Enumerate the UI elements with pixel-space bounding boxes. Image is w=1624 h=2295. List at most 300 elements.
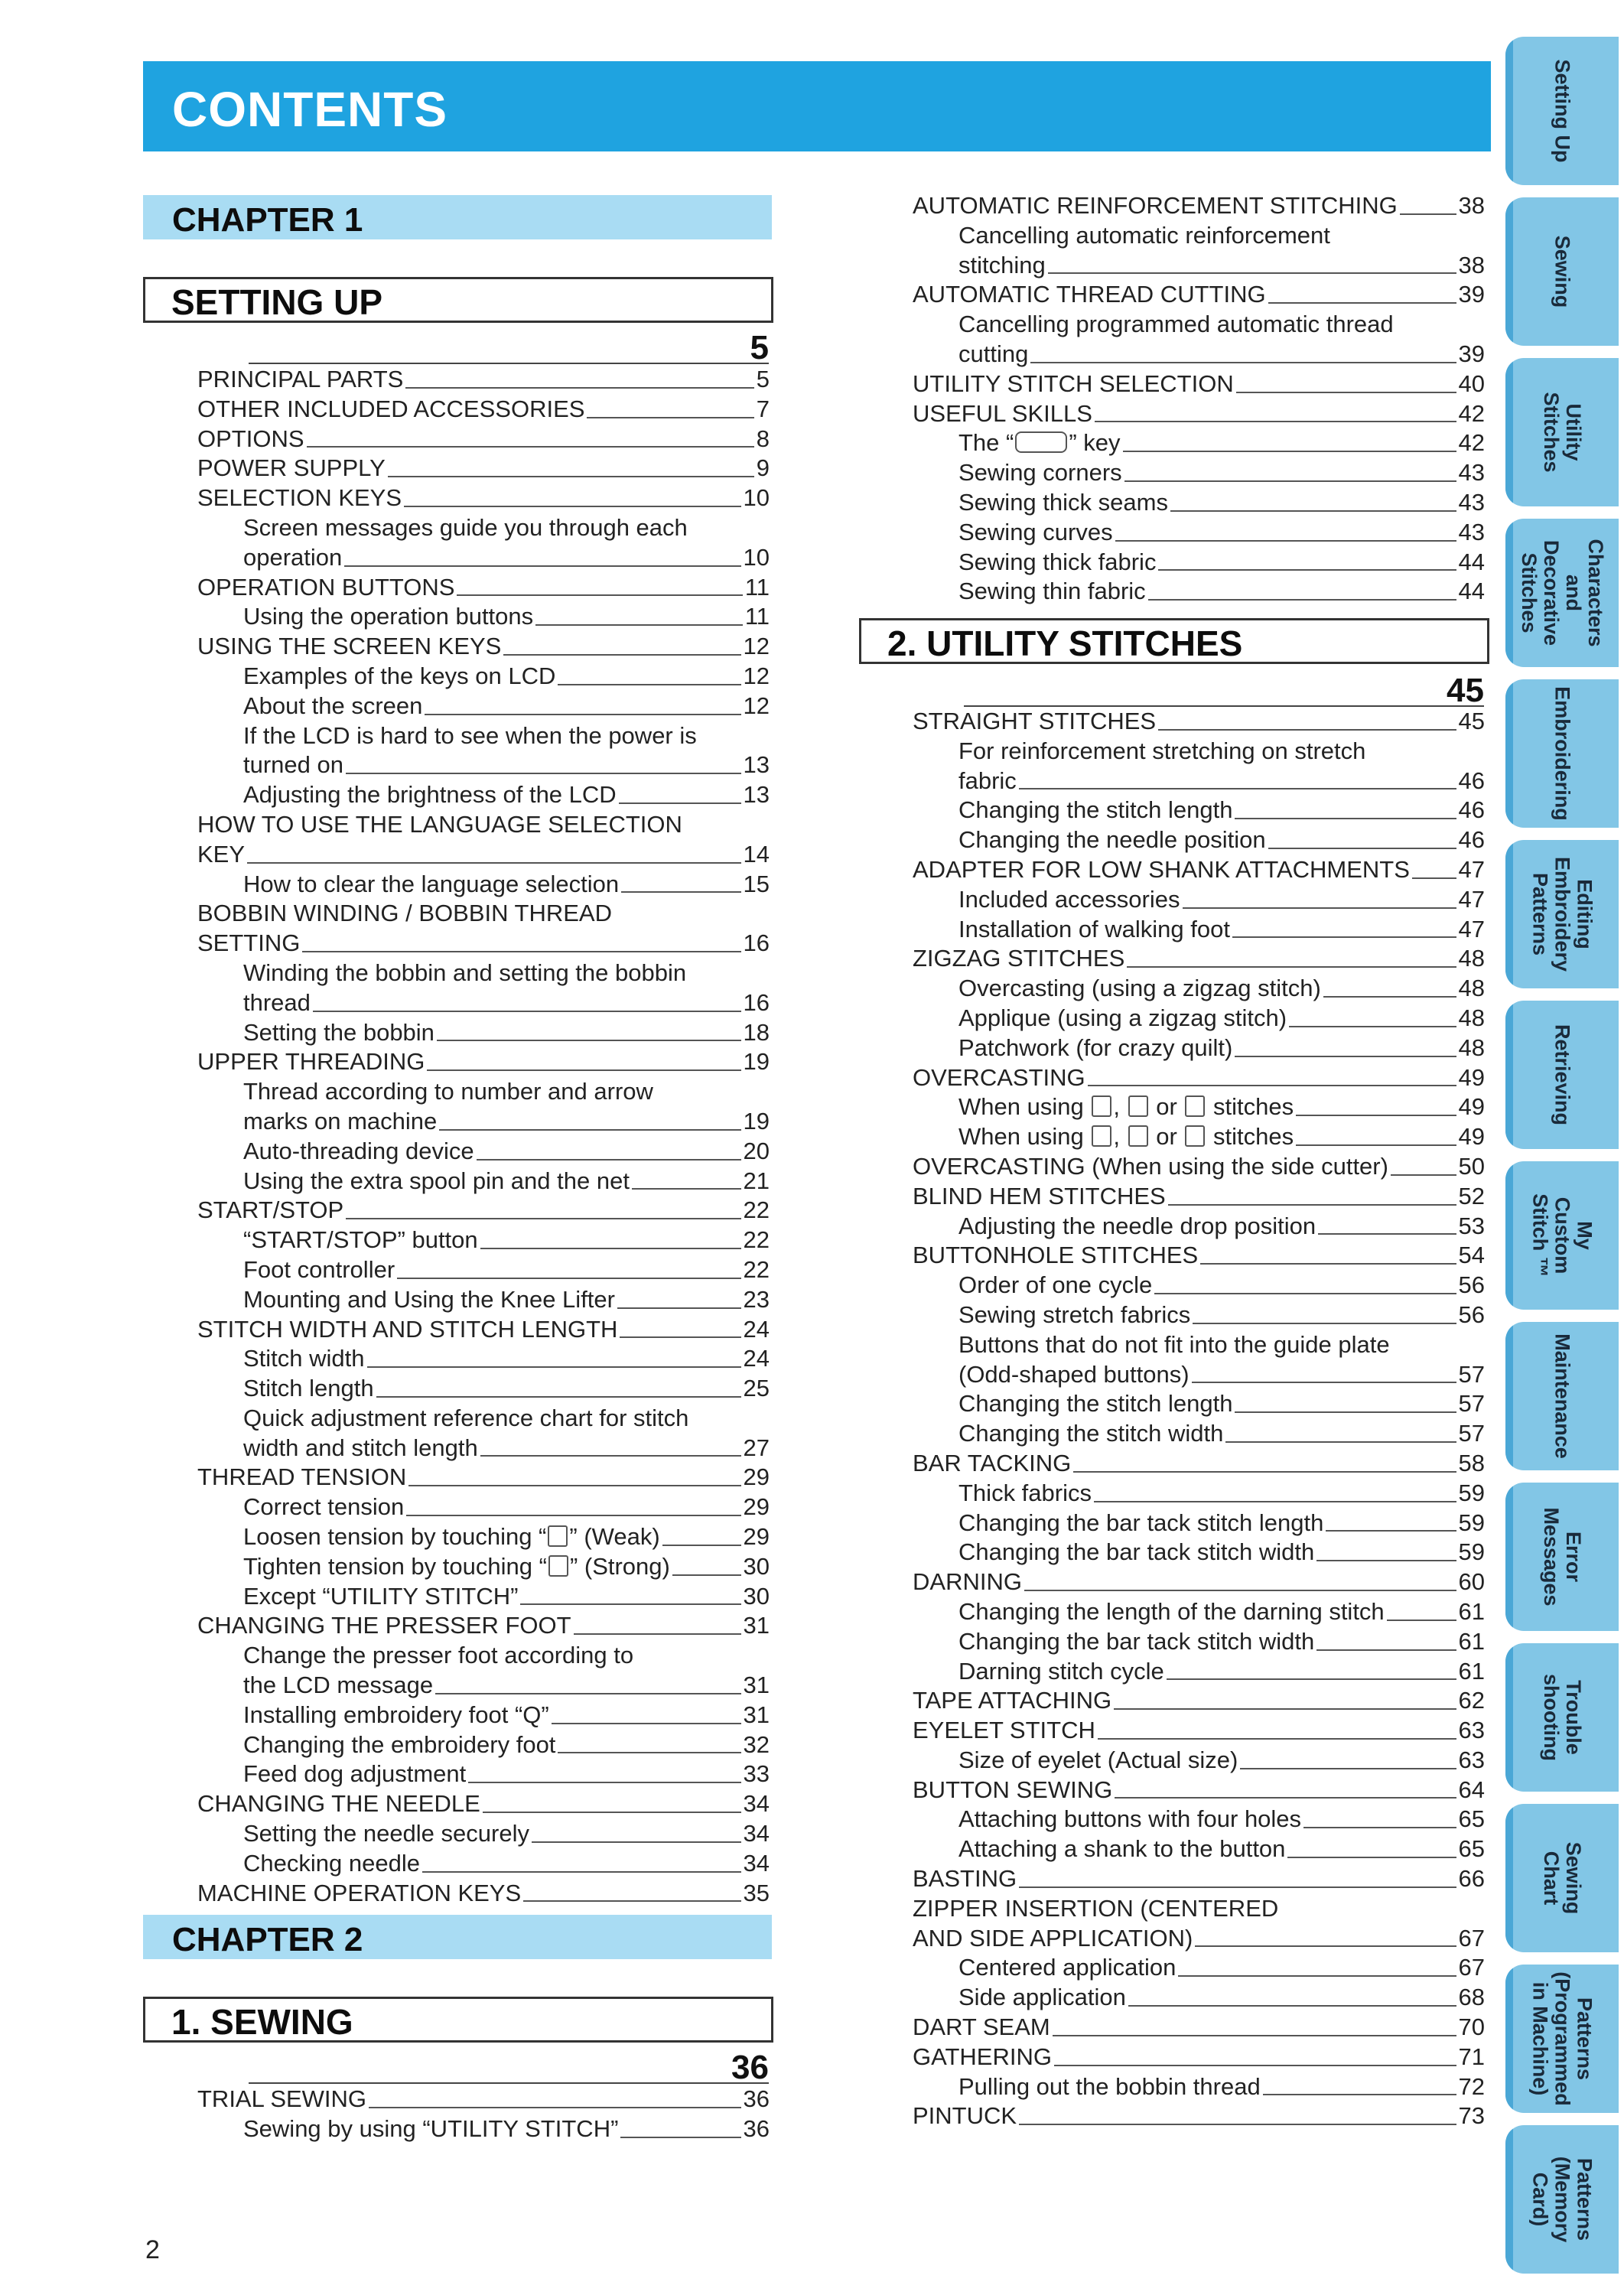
toc-entry-page: 65	[1458, 1805, 1485, 1833]
toc-entry	[913, 221, 1485, 281]
toc-entry	[197, 1582, 770, 1612]
toc-entry-text	[913, 1776, 1112, 1805]
toc-entry-page: 71	[1458, 2043, 1485, 2070]
toc-entry-text	[197, 1196, 343, 1226]
toc-entry-label: Examples of the keys on LCD	[243, 662, 556, 689]
toc-entry-page: 47	[1458, 855, 1485, 883]
toc-entry-page: 49	[1458, 1123, 1485, 1151]
toc-entry-text	[197, 1789, 480, 1819]
toc-entry-label: Tighten tension by touching “	[243, 1552, 547, 1580]
dot-leader	[425, 714, 740, 715]
toc-entry-page: 20	[743, 1137, 770, 1164]
toc-entry-line2	[958, 1360, 1485, 1390]
toc-entry	[197, 2085, 770, 2114]
toc-entry-page: 61	[1458, 1657, 1485, 1685]
key-icon	[548, 1525, 568, 1547]
toc-entry-page: 23	[743, 1285, 770, 1313]
toc-entry	[913, 1182, 1485, 1212]
dot-leader	[483, 1812, 741, 1813]
dot-leader	[1158, 569, 1456, 571]
toc-entry-text	[958, 1597, 1385, 1627]
toc-entry-text	[958, 1953, 1176, 1983]
dot-leader	[1115, 540, 1456, 542]
toc-entry-line2	[243, 543, 770, 573]
toc-entry-label: Thick fabrics	[958, 1479, 1092, 1506]
toc-entry-page: 59	[1458, 1479, 1485, 1506]
toc-entry-text	[197, 365, 403, 395]
toc-entry	[913, 1953, 1485, 1983]
toc-entry-label: Using the extra spool pin and the net	[243, 1167, 630, 1194]
toc-entry	[913, 1330, 1485, 1390]
toc-entry-label: AUTOMATIC REINFORCEMENT STITCHING	[913, 192, 1398, 219]
toc-entry	[913, 1241, 1485, 1271]
dot-leader	[1296, 1115, 1456, 1116]
toc-entry-line2	[197, 840, 770, 870]
dot-leader	[1168, 1204, 1456, 1206]
side-tab-label: Embroidering	[1551, 686, 1574, 821]
toc-entry	[913, 1834, 1485, 1864]
toc-entry-label: BUTTON SEWING	[913, 1776, 1113, 1803]
section-setting-up-leader	[249, 330, 769, 364]
dot-leader	[1387, 1620, 1456, 1621]
toc-entry	[913, 1864, 1485, 1894]
toc-entry	[197, 602, 770, 632]
toc-entry-page: 11	[744, 573, 770, 601]
toc-entry-text	[243, 662, 555, 692]
toc-entry	[913, 707, 1485, 737]
toc-entry-label: How to clear the language selection	[243, 870, 620, 897]
toc-entry-text	[197, 573, 454, 603]
toc-entry-text	[197, 454, 386, 483]
toc-entry	[197, 692, 770, 721]
chapter-2-bar	[143, 1915, 772, 1959]
dot-leader	[376, 1396, 741, 1398]
toc-entry-text	[958, 796, 1232, 825]
dot-leader	[1235, 1411, 1456, 1413]
toc-entry-label: Checking needle	[243, 1849, 420, 1877]
toc-entry	[197, 1137, 770, 1167]
toc-entry-text	[913, 369, 1234, 399]
toc-entry-page: 46	[1458, 826, 1485, 854]
dot-leader	[346, 1218, 740, 1219]
toc-entry-text	[913, 2043, 1052, 2072]
dot-leader	[632, 1188, 741, 1190]
page-number: 2	[145, 2235, 160, 2264]
toc-entry-text	[913, 944, 1124, 974]
toc-entry-label: Adjusting the brightness of the LCD	[243, 781, 617, 809]
dot-leader	[558, 684, 740, 685]
toc-entry-text: Buttons that do not fit into the guide plate	[958, 1330, 1390, 1358]
toc-entry-text	[958, 1657, 1164, 1687]
toc-entry-text: ZIPPER INSERTION (CENTERED	[913, 1894, 1279, 1922]
toc-entry	[913, 310, 1485, 369]
toc-entry-line2	[958, 767, 1485, 796]
dot-leader	[523, 1900, 740, 1902]
toc-entry-text	[243, 1018, 434, 1048]
dot-leader	[1094, 1501, 1456, 1502]
toc-entry	[913, 1389, 1485, 1419]
toc-entry-text	[958, 428, 1121, 458]
toc-entry-label: Adjusting the needle drop position	[958, 1212, 1316, 1239]
toc-entry-page: 25	[743, 1375, 770, 1402]
toc-entry	[197, 1879, 770, 1909]
toc-entry-label: Size of eyelet (Actual size)	[958, 1746, 1238, 1773]
toc-entry-page: 30	[743, 1582, 770, 1610]
toc-entry-page: 19	[743, 1048, 770, 1076]
toc-entry	[913, 1449, 1485, 1479]
toc-entry	[197, 1344, 770, 1374]
toc-entry	[913, 1983, 1485, 2013]
side-tab[interactable]	[1505, 1804, 1619, 1952]
toc-entry-page: 67	[1458, 1954, 1485, 1981]
toc-entry-page: 65	[1458, 1835, 1485, 1863]
toc-entry-label: Pulling out the bobbin thread	[958, 2072, 1261, 2100]
toc-entry-text: Cancelling automatic reinforcement	[958, 221, 1330, 249]
toc-entry	[913, 1509, 1485, 1538]
toc-entry-page: 48	[1458, 945, 1485, 972]
toc-entry-page: 8	[756, 425, 770, 452]
toc-entry-page: 49	[1458, 1093, 1485, 1121]
toc-entry	[197, 1819, 770, 1849]
dot-leader	[1287, 1857, 1456, 1858]
toc-entry-label: STITCH WIDTH AND STITCH LENGTH	[197, 1315, 618, 1343]
dot-leader	[369, 2107, 740, 2108]
toc-entry-label: OPTIONS	[197, 425, 304, 452]
toc-entry	[913, 1746, 1485, 1776]
side-tab-label: Patterns (Programmed in Machine)	[1528, 1971, 1596, 2106]
toc-entry-text	[958, 1509, 1323, 1538]
toc-entry	[197, 395, 770, 425]
dot-leader	[313, 1011, 741, 1012]
side-tab-label: Utility Stitches	[1540, 392, 1585, 473]
toc-entry-text	[958, 577, 1146, 607]
toc-entry-line2	[243, 988, 770, 1018]
toc-entry	[913, 399, 1485, 429]
toc-entry-page: 56	[1458, 1300, 1485, 1328]
toc-entry	[197, 810, 770, 870]
toc-entry	[913, 2072, 1485, 2102]
toc-entry	[913, 458, 1485, 488]
toc-entry-page: 5	[756, 366, 770, 392]
dot-leader	[1019, 788, 1456, 789]
toc-entry-text	[958, 915, 1230, 945]
toc-entry-label: Changing the needle position	[958, 826, 1266, 854]
dot-leader	[662, 1545, 741, 1546]
toc-entry-label: Overcasting (using a zigzag stitch)	[958, 975, 1321, 1002]
toc-entry-label: Sewing stretch fabrics	[958, 1300, 1191, 1328]
dot-leader	[1098, 1738, 1456, 1740]
toc-entry-page: 35	[743, 1879, 770, 1906]
dot-leader	[1235, 1056, 1456, 1057]
toc-entry-page: 52	[1458, 1182, 1485, 1209]
toc-entry-page: 34	[743, 1790, 770, 1818]
toc-entry-text	[958, 974, 1321, 1004]
dot-leader	[307, 446, 754, 448]
toc-entry-page: 10	[743, 484, 770, 512]
toc-entry-page: 44	[1458, 548, 1485, 575]
toc-entry-label: Changing the bar tack stitch width	[958, 1538, 1315, 1566]
toc-entry	[197, 573, 770, 603]
section-setting-up-page: 5	[750, 329, 769, 366]
toc-entry	[913, 1686, 1485, 1716]
dot-leader	[1268, 302, 1456, 304]
dot-leader	[344, 565, 740, 567]
toc-entry-page: 56	[1458, 1271, 1485, 1299]
toc-entry-label: Changing the bar tack stitch width	[958, 1627, 1315, 1655]
dot-leader	[621, 891, 740, 893]
key-icon	[548, 1555, 568, 1577]
toc-entry-label: OVERCASTING	[913, 1063, 1085, 1091]
toc-entry-page: 29	[743, 1493, 770, 1521]
toc-entry	[197, 1077, 770, 1137]
toc-entry	[913, 548, 1485, 578]
toc-entry-page: 72	[1458, 2072, 1485, 2100]
dot-leader	[1128, 2005, 1456, 2007]
dot-leader	[437, 1040, 741, 1041]
toc-entry-page: 16	[743, 988, 770, 1016]
toc-entry-page: 64	[1458, 1776, 1485, 1803]
toc-entry-label: Feed dog adjustment	[243, 1760, 467, 1788]
dot-leader	[1296, 1144, 1456, 1146]
toc-entry-text	[958, 1538, 1314, 1567]
dot-leader	[1192, 1382, 1456, 1383]
dot-leader	[620, 2137, 740, 2138]
toc-entry	[913, 488, 1485, 518]
toc-entry	[913, 1567, 1485, 1597]
toc-entry-line2	[958, 340, 1485, 369]
stitch-icon	[1128, 1125, 1148, 1147]
toc-entry-page: 67	[1458, 1924, 1485, 1952]
toc-entry-text	[913, 1686, 1111, 1716]
toc-entry	[913, 1776, 1485, 1805]
toc-entry-text	[958, 1034, 1232, 1063]
toc-entry	[913, 1627, 1485, 1657]
toc-entry-text	[243, 1493, 404, 1522]
toc-entry-label: Changing the stitch length	[958, 1390, 1233, 1418]
dot-leader	[503, 654, 740, 656]
dot-leader	[587, 417, 753, 418]
side-tab-label: Sewing Chart	[1540, 1841, 1585, 1915]
toc-entry-page: 13	[743, 781, 770, 809]
toc-entry-label: Loosen tension by touching “	[243, 1523, 547, 1551]
side-tab[interactable]	[1505, 840, 1619, 988]
toc-entry-label: Side application	[958, 1984, 1126, 2011]
dot-leader	[1183, 907, 1456, 909]
toc-entry-label: UPPER THREADING	[197, 1048, 425, 1076]
toc-entry-text	[958, 1122, 1294, 1152]
toc-entry-page: 59	[1458, 1538, 1485, 1566]
toc-entry	[913, 577, 1485, 607]
toc-entry	[197, 632, 770, 662]
dot-leader	[1236, 392, 1456, 393]
toc-entry-line2	[243, 750, 770, 780]
side-tab[interactable]	[1505, 197, 1619, 346]
toc-entry-text: For reinforcement stretching on stretch	[958, 737, 1366, 764]
toc-entry	[913, 1092, 1485, 1122]
toc-entry-page: 18	[743, 1018, 770, 1046]
side-tab[interactable]	[1505, 1643, 1619, 1792]
side-tab[interactable]	[1505, 1001, 1619, 1149]
toc-entry	[197, 1404, 770, 1463]
dot-leader	[1268, 848, 1456, 849]
toc-entry	[197, 1522, 770, 1552]
toc-entry	[913, 2013, 1485, 2043]
toc-entry-page: 38	[1458, 251, 1485, 278]
side-tab-label: Characters and Decorative Stitches	[1518, 539, 1607, 647]
toc-entry-line2	[243, 1434, 770, 1463]
toc-entry-text: Cancelling programmed automatic thread	[958, 311, 1394, 338]
toc-entry	[197, 1552, 770, 1582]
toc-entry-page: 24	[743, 1345, 770, 1372]
toc-entry-text	[913, 1182, 1166, 1212]
side-tab[interactable]	[1505, 1483, 1619, 1631]
toc-entry-label-after: stitches	[1213, 1093, 1294, 1121]
toc-entry	[913, 1657, 1485, 1687]
toc-entry-text	[243, 870, 619, 900]
toc-entry-text	[243, 1374, 374, 1404]
toc-entry-label: When using	[958, 1093, 1084, 1121]
toc-entry	[913, 1805, 1485, 1834]
chapter-1-label: CHAPTER 1	[172, 201, 363, 239]
toc-entry-text	[958, 488, 1168, 518]
toc-chapter-1	[197, 365, 770, 1908]
toc-entry-text	[958, 1004, 1287, 1034]
toc-entry-page: 46	[1458, 767, 1485, 794]
toc-entry-text	[958, 1746, 1238, 1776]
toc-entry-text	[958, 825, 1266, 855]
key-icon	[1015, 431, 1067, 453]
toc-entry-label: CHANGING THE PRESSER FOOT	[197, 1612, 571, 1639]
side-tab[interactable]	[1505, 519, 1619, 667]
dot-leader	[1158, 729, 1456, 731]
section-sewing-title: 1. SEWING	[171, 2002, 353, 2042]
dot-leader	[1326, 1530, 1456, 1532]
toc-entry-page: 32	[743, 1730, 770, 1758]
toc-entry-text	[913, 1449, 1071, 1479]
toc-entry-text	[243, 780, 617, 810]
toc-entry-page: 59	[1458, 1509, 1485, 1536]
toc-entry-text	[243, 1730, 555, 1760]
side-tab[interactable]	[1505, 2125, 1619, 2274]
side-tab[interactable]	[1505, 358, 1619, 506]
dot-leader	[1200, 1263, 1456, 1265]
dot-leader	[1167, 1678, 1456, 1680]
toc-entry-text-cont: turned on	[243, 751, 343, 779]
toc-entry-page: 48	[1458, 1034, 1485, 1061]
toc-entry-text	[958, 1389, 1232, 1419]
toc-entry	[197, 454, 770, 483]
dot-leader	[388, 476, 754, 477]
side-tab[interactable]	[1505, 1322, 1619, 1470]
side-tab[interactable]	[1505, 1161, 1619, 1310]
toc-entry-page: 43	[1458, 518, 1485, 545]
toc-entry-label: TRIAL SEWING	[197, 2085, 367, 2112]
toc-entry-page: 12	[743, 692, 770, 719]
dot-leader	[1124, 480, 1456, 482]
toc-entry-text-cont: (Odd-shaped buttons)	[958, 1360, 1190, 1388]
toc-entry	[913, 915, 1485, 945]
side-tab[interactable]	[1505, 679, 1619, 828]
toc-entry-label: Changing the stitch length	[958, 796, 1233, 824]
dot-leader	[1232, 936, 1456, 938]
toc-entry-label: Mounting and Using the Knee Lifter	[243, 1285, 615, 1313]
toc-entry-sep: or	[1156, 1123, 1177, 1151]
toc-entry-label: OPERATION BUTTONS	[197, 573, 455, 601]
dot-leader	[427, 1069, 740, 1071]
toc-entry-label: Foot controller	[243, 1255, 395, 1283]
side-tab-label: Retrieving	[1551, 1024, 1574, 1126]
toc-entry-label: EYELET STITCH	[913, 1717, 1095, 1744]
dot-leader	[1318, 1233, 1456, 1235]
dot-leader	[1053, 2035, 1456, 2036]
toc-entry-label: Centered application	[958, 1954, 1177, 1981]
toc-right-a	[913, 191, 1485, 607]
toc-entry	[913, 1034, 1485, 1063]
toc-entry-label: “START/STOP” button	[243, 1226, 478, 1254]
toc-entry	[197, 1849, 770, 1879]
dot-leader	[367, 1366, 741, 1368]
chapter-1-bar	[143, 195, 772, 239]
side-tab[interactable]	[1505, 1965, 1619, 2113]
toc-entry-label: Sewing curves	[958, 518, 1113, 545]
toc-entry-label-after: ” (Weak)	[569, 1523, 660, 1551]
toc-entry	[913, 1063, 1485, 1093]
toc-entry-page: 68	[1458, 1984, 1485, 2011]
contents-banner	[143, 61, 1491, 151]
dot-leader	[439, 1129, 740, 1131]
dot-leader	[422, 1871, 741, 1873]
toc-entry	[913, 1538, 1485, 1567]
dot-leader	[1019, 2124, 1456, 2125]
toc-entry	[197, 1315, 770, 1345]
toc-entry-text	[958, 885, 1180, 915]
toc-entry-page: 73	[1458, 2102, 1485, 2130]
dot-leader	[1127, 966, 1456, 968]
toc-entry-label: Patchwork (for crazy quilt)	[958, 1034, 1233, 1061]
toc-entry-text	[243, 1552, 670, 1582]
toc-entry-label-after: ” key	[1069, 429, 1121, 457]
dot-leader	[1123, 451, 1456, 452]
toc-entry-page: 48	[1458, 1004, 1485, 1031]
dot-leader	[408, 1485, 740, 1486]
toc-entry-text	[958, 1834, 1285, 1864]
toc-entry-label: ADAPTER FOR LOW SHANK ATTACHMENTS	[913, 855, 1410, 883]
toc-entry-label: PRINCIPAL PARTS	[197, 366, 404, 392]
dot-leader	[1088, 1085, 1456, 1086]
stitch-icon	[1185, 1125, 1205, 1147]
toc-entry-page: 34	[743, 1820, 770, 1847]
toc-entry	[197, 513, 770, 573]
dot-leader	[520, 1603, 740, 1605]
side-tab[interactable]	[1505, 37, 1619, 185]
toc-entry-text	[958, 458, 1122, 488]
toc-entry	[197, 1730, 770, 1760]
toc-entry-text	[243, 1226, 478, 1255]
toc-entry-text	[958, 548, 1156, 578]
toc-entry-page: 19	[743, 1107, 770, 1134]
section-sewing-page: 36	[731, 2049, 769, 2086]
toc-entry-page: 42	[1458, 399, 1485, 427]
toc-entry-label: Applique (using a zigzag stitch)	[958, 1004, 1287, 1031]
section-sewing-leader	[249, 2050, 769, 2084]
toc-entry-text	[958, 1479, 1092, 1509]
toc-entry-text	[913, 280, 1266, 310]
toc-entry-text	[913, 2013, 1050, 2043]
toc-right-b	[913, 707, 1485, 2131]
toc-entry-page: 27	[743, 1434, 770, 1461]
toc-entry-page: 57	[1458, 1390, 1485, 1418]
toc-entry-label: Darning stitch cycle	[958, 1657, 1164, 1685]
